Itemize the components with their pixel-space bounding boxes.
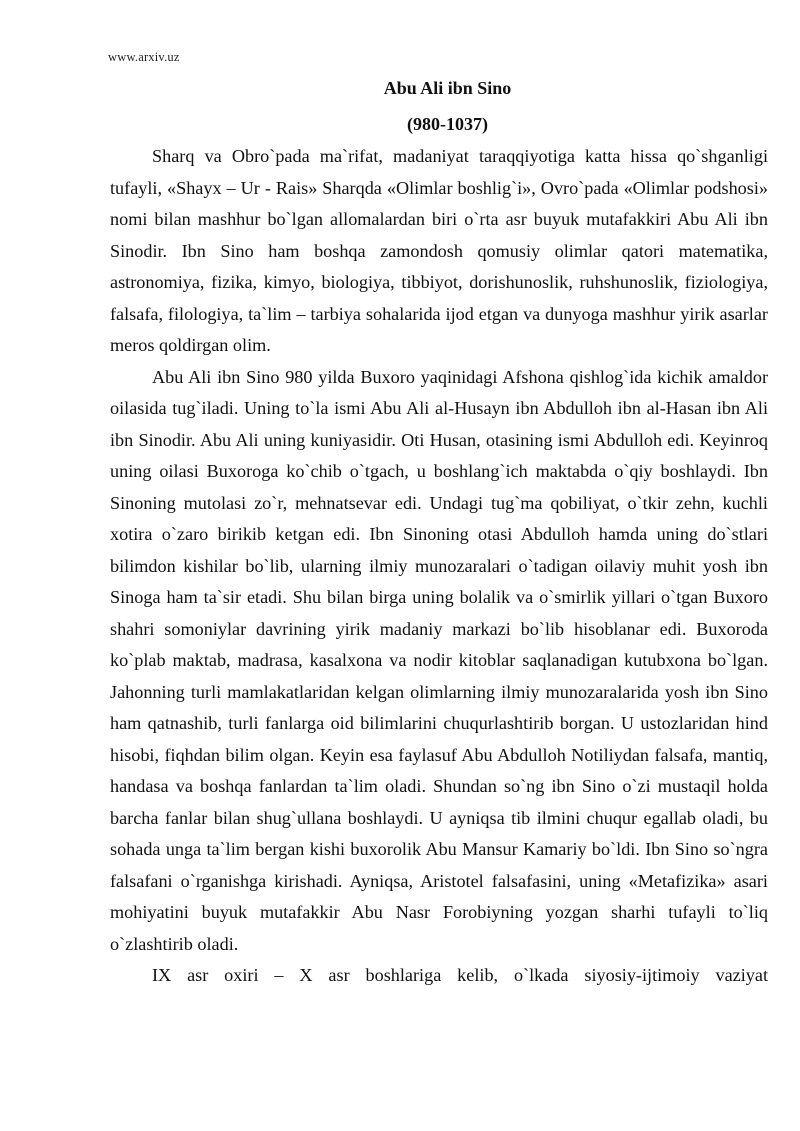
title-block — [0, 76, 800, 136]
paragraph-biography: Abu Ali ibn Sino 980 yilda Buxoro yaqinidagi Afshona qishlog`ida kichik amaldor oilasida tug`iladi. Uning to`la ismi Abu Ali al-Husayn ibn Abdulloh ibn al-Hasan ibn Ali ibn Sinodir. Abu Ali uning kuniyasidir. Oti Husan, otasining ismi Abdulloh edi. Keyinroq uning oilasi Buxoroga ko`chib o`tgach, u boshlang`ich maktabda o`qiy boshlaydi. Ibn Sinoning mutolasi zo`r, mehnatsevar edi. Undagi tug`ma qobiliyat, o`tkir zehn, kuchli xotira o`zaro birikib ketgan edi. Ibn Sinoning otasi Abdulloh hamda uning do`stlari bilimdon kishilar bo`lib, ularning ilmiy munozaralari o`tadigan oilaviy muhit yosh ibn Sinoga ham ta`sir etadi. Shu bilan birga uning bolalik va o`smirlik yillari o`tgan Buxoro shahri somoniylar davrining yirik madaniy markazi bo`lib hisoblanar edi. Buxoroda ko`plab maktab, madrasa, kasalxona va nodir kitoblar saqlanadigan kutubxona bo`lgan. Jahonning turli mamlakatlaridan kelgan olimlarning ilmiy munozaralarida yosh ibn Sino ham qatnashib, turli fanlarga oid bilimlarini chuqurlashtirib borgan. U ustozlaridan hind hisobi, fiqhdan bilim olgan. Keyin esa faylasuf Abu Abdulloh Notiliydan falsafa, mantiq, handasa va boshqa fanlardan ta`lim oladi. Shundan so`ng ibn Sino o`zi mustaqil holda barcha fanlar bilan shug`ullana boshlaydi. U ayniqsa tib ilmini chuqur egallab oladi, bu sohada unga ta`lim bergan kishi buxorolik Abu Mansur Kamariy bo`ldi. Ibn Sino so`ngra falsafani o`rganishga kirishadi. Ayniqsa, Aristotel falsafasini, uning «Metafizika» asari mohiyatini buyuk mutafakkir Abu Nasr Forobiyning yozgan sharhi tufayli to`liq o`zlashtirib oladi. — [110, 366, 768, 954]
document-title: Abu Ali ibn Sino — [383, 78, 512, 98]
document-body — [110, 141, 768, 992]
document-years: (980-1037) — [407, 114, 488, 134]
paragraph-intro: Sharq va Obro`pada ma`rifat, madaniyat taraqqiyotiga katta hissa qo`shganligi tufayli, «Shayx – Ur - Rais» Sharqda «Olimlar boshlig`i», Ovro`pada «Olimlar podshosi» nomi bilan mashhur bo`lgan allomalardan biri o`rta asr buyuk mutafakkiri Abu Ali ibn Sinodir. Ibn Sino ham boshqa zamondosh qomusiy olimlar qatori matematika, astronomiya, fizika, kimyo, biologiya, tibbiyot, dorishunoslik, ruhshunoslik, fiziologiya, falsafa, filologiya, ta`lim – tarbiya sohalarida ijod etgan va dunyoga mashhur yirik asarlar meros qoldirgan olim. — [110, 146, 768, 355]
paragraph-context: IX asr oxiri – X asr boshlariga kelib, o`lkada siyosiy-ijtimoiy vaziyat — [152, 965, 768, 985]
site-url: www.arxiv.uz — [108, 50, 180, 64]
